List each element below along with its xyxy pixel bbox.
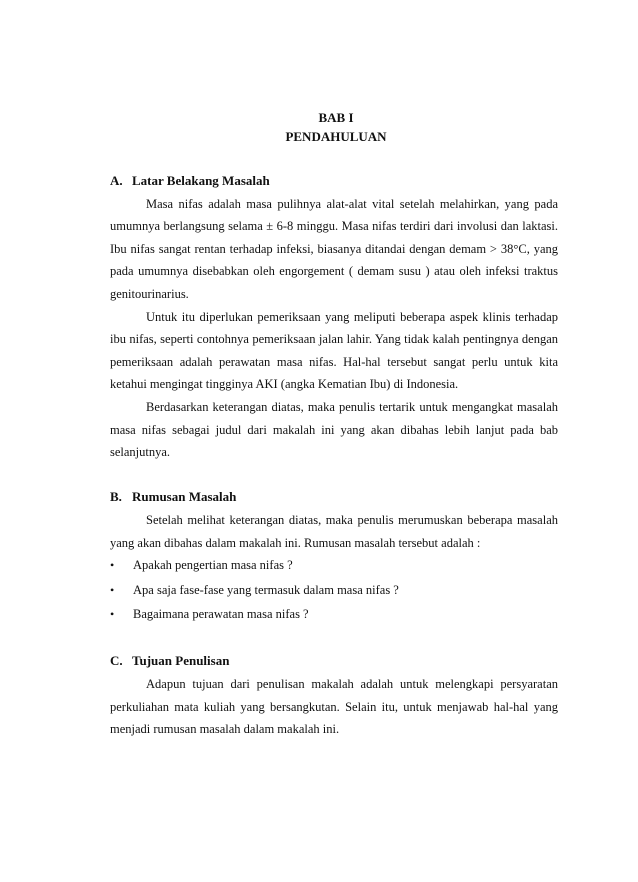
section-b-number: B.	[110, 489, 122, 505]
section-spacer	[110, 464, 558, 487]
document-body	[110, 170, 558, 741]
section-b-paragraph-1: Setelah melihat keterangan diatas, maka penulis merumuskan beberapa masalah yang akan dibahas dalam makalah ini. Rumusan masalah tersebut adalah :	[110, 512, 558, 550]
problem-list-item-text: Apa saja fase-fase yang termasuk dalam masa nifas ?	[133, 582, 399, 597]
problem-list-item	[110, 603, 558, 626]
section-c-title: Tujuan Penulisan	[132, 653, 230, 669]
problem-list-item	[110, 554, 558, 577]
bullet-icon: •	[110, 582, 115, 597]
section-a-paragraph-3: Berdasarkan keterangan diatas, maka penulis tertarik untuk mengangkat masalah masa nifas sebagai judul dari makalah ini yang akan dibahas lebih lanjut pada bab selanjutnya.	[110, 399, 558, 460]
bullet-icon: •	[110, 607, 115, 622]
section-c-number: C.	[110, 653, 123, 669]
section-a-heading	[110, 170, 558, 193]
problem-list-item-text: Bagaimana perawatan masa nifas ?	[133, 607, 309, 622]
problem-list-item-text: Apakah pengertian masa nifas ?	[133, 558, 293, 573]
section-b-heading	[110, 486, 558, 509]
problem-list-item	[110, 579, 558, 602]
section-c-heading	[110, 650, 558, 673]
section-c-paragraph-1: Adapun tujuan dari penulisan makalah adalah untuk melengkapi persyaratan perkuliahan mata kuliah yang bersangkutan. Selain itu, untuk menjawab hal-hal yang menjadi rumusan masalah dalam makalah ini.	[110, 677, 558, 737]
section-a-paragraph-1: Masa nifas adalah masa pulihnya alat-alat vital setelah melahirkan, yang pada umumnya berlangsung selama ± 6-8 minggu. Masa nifas terdiri dari involusi dan laktasi. Ibu nifas sangat rentan terhadap infeksi, biasanya ditandai dengan demam > 38°C, yang pada umumnya disebabkan oleh engorgement ( demam susu ) atau oleh infeksi traktus genitourinarius.	[110, 196, 558, 301]
chapter-title: PENDAHULUAN	[285, 129, 387, 144]
section-spacer	[110, 628, 558, 651]
section-b-title: Rumusan Masalah	[132, 489, 237, 505]
section-a-number: A.	[110, 173, 123, 188]
chapter-label: BAB I	[318, 110, 354, 125]
section-a-paragraph-2: Untuk itu diperlukan pemeriksaan yang meliputi beberapa aspek klinis terhadap ibu nifas, seperti contohnya pemeriksaan jalan lahir. Yang tidak kalah pentingnya dengan pemeriksaan adalah perawatan masa nifas. Hal-hal tersebut sangat perlu untuk kita ketahui mengingat tingginya AKI (angka Kematian Ibu) di Indonesia.	[110, 309, 558, 392]
problem-list	[110, 554, 558, 626]
bullet-icon: •	[110, 558, 115, 573]
section-a-title: Latar Belakang Masalah	[132, 173, 270, 188]
